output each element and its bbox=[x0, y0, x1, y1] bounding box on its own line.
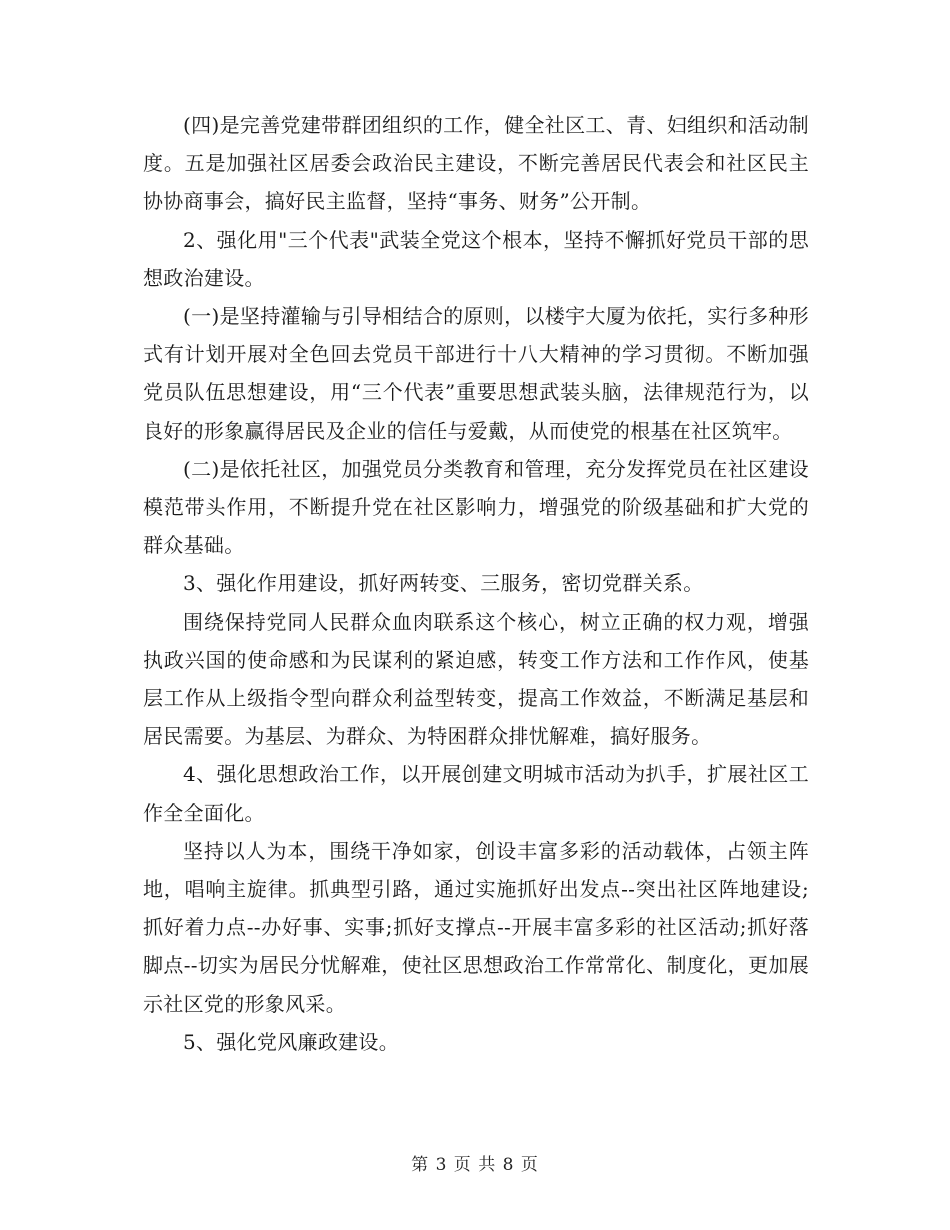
heading-clean-government: 5、强化党风廉政建设。 bbox=[183, 1029, 400, 1054]
paragraph-mass-relations: 围绕保持党同人民群众血肉联系这个核心，树立正确的权力观，增强执政兴国的使命感和为民谋利的紧迫感，转变工作方法和工作作风，使基层工作从上级指令型向群众利益型转变，提高工作效益，不断满足基层和居民需要。为基层、为群众、为特困群众排忧解难，搞好服务。 bbox=[143, 609, 809, 749]
paragraph-party-mass-organizations: (四)是完善党建带群团组织的工作，健全社区工、青、妇组织和活动制度。五是加强社区居委会政治民主建设，不断完善居民代表会和社区民主协协商事会，搞好民主监督，坚持“事务、财务”公开制。 bbox=[143, 113, 809, 214]
paragraph-community-education: (二)是依托社区，加强党员分类教育和管理，充分发挥党员在社区建设模范带头作用，不断提升党在社区影响力，增强党的阶级基础和扩大党的群众基础。 bbox=[143, 456, 809, 558]
page-number-footer: 第 3 页 共 8 页 bbox=[411, 1155, 539, 1175]
heading-role-building: 3、强化作用建设，抓好两转变、三服务，密切党群关系。 bbox=[183, 571, 704, 596]
paragraph-people-oriented: 坚持以人为本，围绕干净如家，创设丰富多彩的活动载体，占领主阵地，唱响主旋律。抓典型引路，通过实施抓好出发点--突出社区阵地建设;抓好着力点--办好事、实事;抓好支撑点--开展丰富多彩的社区活动;抓好落脚点--切实为居民分忧解难，使社区思想政治工作常常化、制度化，更加展示社区党的形象风采。 bbox=[143, 838, 809, 1016]
heading-three-represents: 2、强化用"三个代表"武装全党这个根本，坚持不懈抓好党员干部的思想政治建设。 bbox=[143, 227, 809, 290]
heading-ideological-work: 4、强化思想政治工作，以开展创建文明城市活动为扒手，扩展社区工作全全面化。 bbox=[143, 762, 809, 825]
paragraph-indoctrination-guidance: (一)是坚持灌输与引导相结合的原则，以楼宇大厦为依托，实行多种形式有计划开展对全色回去党员干部进行十八大精神的学习贯彻。不断加强党员队伍思想建设，用“三个代表”重要思想武装头脑，法律规范行为，以良好的形象赢得居民及企业的信任与爱戴，从而使党的根基在社区筑牢。 bbox=[143, 304, 809, 443]
document-body bbox=[143, 106, 809, 1061]
